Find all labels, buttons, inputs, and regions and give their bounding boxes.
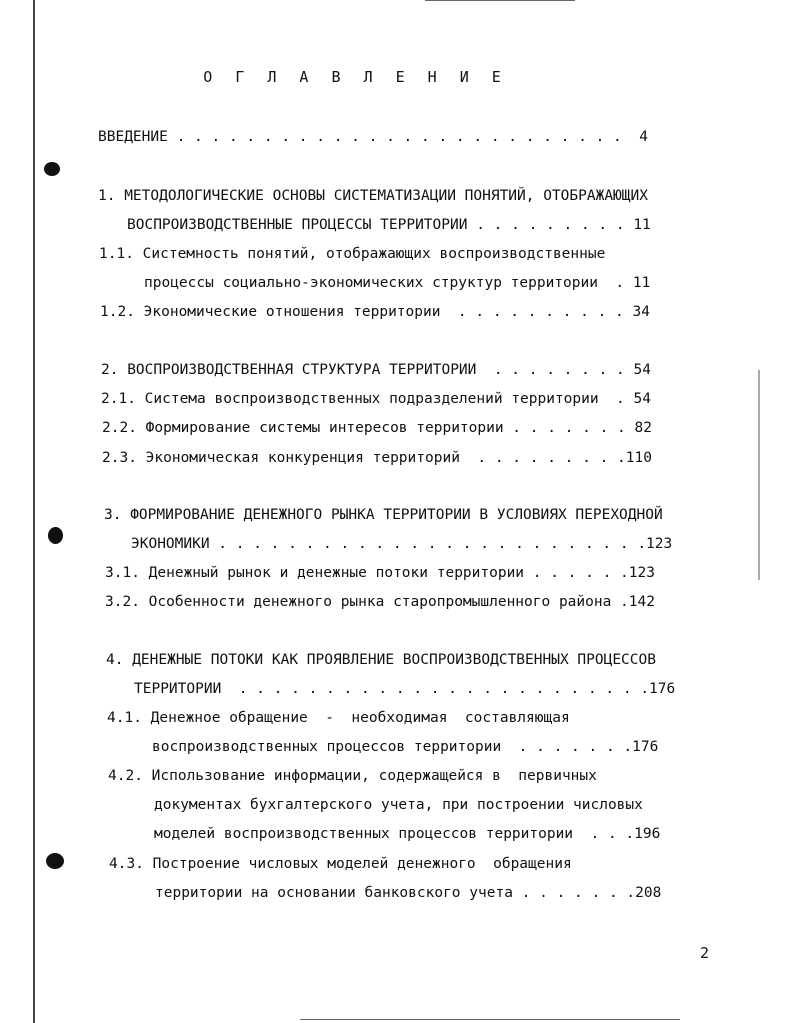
toc-chapter-4-cont: ТЕРРИТОРИИ . . . . . . . . . . . . . . . . . . . . . . . .176 [134, 681, 676, 697]
page-title: О Г Л А В Л Е Н И Е [203, 68, 508, 86]
toc-section-4-1-cont: воспроизводственных процессов территории . . . . . . .176 [152, 739, 659, 755]
toc-entry-intro: ВВЕДЕНИЕ . . . . . . . . . . . . . . . . . . . . . . . . . . 4 [98, 129, 648, 145]
toc-section-4-2-cont: документах бухгалтерского учета, при построении числовых [154, 797, 643, 813]
toc-section-2-3: 2.3. Экономическая конкуренция территорий . . . . . . . . .110 [102, 450, 652, 466]
toc-section-4-1: 4.1. Денежное обращение - необходимая составляющая [107, 710, 570, 726]
punch-hole-mark [44, 162, 60, 176]
toc-section-4-2-cont2: моделей воспроизводственных процессов территории . . .196 [154, 826, 661, 842]
toc-section-4-3: 4.3. Построение числовых моделей денежного обращения [109, 856, 572, 872]
right-edge-line [758, 370, 760, 580]
toc-section-3-2: 3.2. Особенности денежного рынка старопромышленного района .142 [105, 594, 655, 610]
toc-chapter-3-cont: ЭКОНОМИКИ . . . . . . . . . . . . . . . . . . . . . . . . .123 [131, 536, 673, 552]
toc-section-1-1: 1.1. Системность понятий, отображающих воспроизводственные [99, 246, 606, 262]
toc-section-1-1-cont: процессы социально-экономических структур территории . 11 [144, 275, 651, 291]
toc-section-2-2: 2.2. Формирование системы интересов территории . . . . . . . 82 [102, 420, 652, 436]
top-edge-line [425, 0, 575, 1]
left-margin-line [33, 0, 35, 1023]
toc-section-1-2: 1.2. Экономические отношения территории . . . . . . . . . . 34 [100, 304, 650, 320]
toc-section-4-3-cont: территории на основании банковского учета . . . . . . .208 [155, 885, 662, 901]
toc-chapter-3: 3. ФОРМИРОВАНИЕ ДЕНЕЖНОГО РЫНКА ТЕРРИТОРИИ В УСЛОВИЯХ ПЕРЕХОДНОЙ [104, 507, 663, 523]
toc-section-3-1: 3.1. Денежный рынок и денежные потоки территории . . . . . .123 [105, 565, 655, 581]
bottom-edge-line [300, 1019, 680, 1020]
page-number: 2 [700, 944, 710, 962]
punch-hole-mark [46, 853, 64, 869]
toc-chapter-2: 2. ВОСПРОИЗВОДСТВЕННАЯ СТРУКТУРА ТЕРРИТОРИИ . . . . . . . . 54 [101, 362, 651, 378]
toc-section-4-2: 4.2. Использование информации, содержащейся в первичных [108, 768, 597, 784]
toc-section-2-1: 2.1. Система воспроизводственных подразделений территории . 54 [101, 391, 651, 407]
toc-chapter-1-cont: ВОСПРОИЗВОДСТВЕННЫЕ ПРОЦЕССЫ ТЕРРИТОРИИ . . . . . . . . . 11 [127, 217, 651, 233]
toc-chapter-4: 4. ДЕНЕЖНЫЕ ПОТОКИ КАК ПРОЯВЛЕНИЕ ВОСПРОИЗВОДСТВЕННЫХ ПРОЦЕССОВ [106, 652, 656, 668]
toc-chapter-1: 1. МЕТОДОЛОГИЧЕСКИЕ ОСНОВЫ СИСТЕМАТИЗАЦИИ ПОНЯТИЙ, ОТОБРАЖАЮЩИХ [98, 188, 648, 204]
punch-hole-mark [48, 527, 63, 544]
